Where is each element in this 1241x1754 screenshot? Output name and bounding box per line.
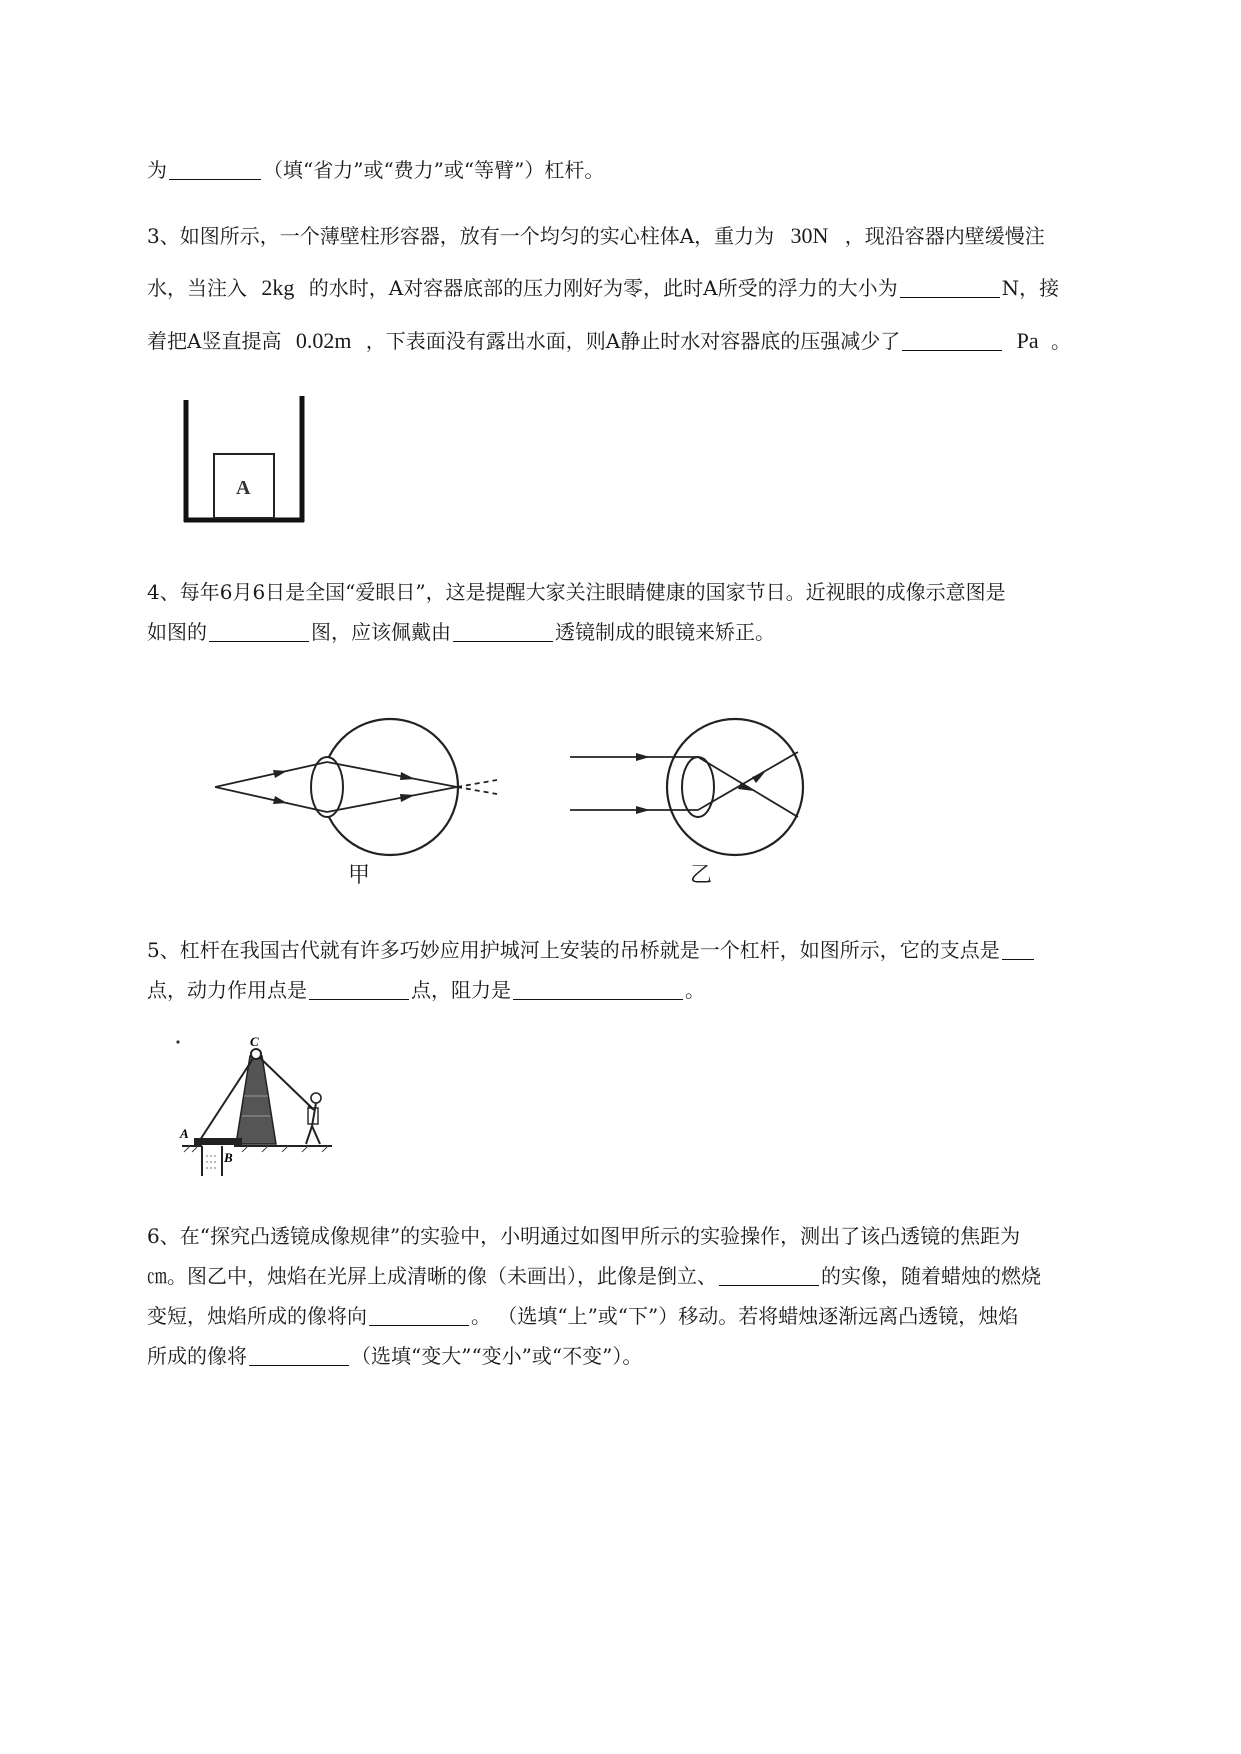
- q5-text-c: 点，阻力是: [411, 978, 511, 1002]
- q6-text-a: ㎝。图乙中，烛焰在光屏上成清晰的像（未画出），此像是倒立、: [147, 1264, 717, 1288]
- q3-height-value: 0.02m: [295, 328, 352, 353]
- arrow-icon: [636, 806, 650, 814]
- q4-text-c: 透镜制成的眼镜来矫正。: [555, 620, 775, 644]
- q6-text-b: 的实像，随着蜡烛的燃烧: [821, 1264, 1041, 1288]
- q4-blank-lens[interactable]: [453, 621, 553, 642]
- q3-text-f: 着把A竖直提高: [147, 329, 282, 353]
- q3-text-a: 3、如图所示，一个薄壁柱形容器，放有一个均匀的实心柱体A，重力为: [147, 224, 775, 248]
- q3-pressure-unit: Pa: [1016, 328, 1039, 353]
- q3-blank-buoyancy[interactable]: [900, 277, 1000, 298]
- q3-mass-value: 2kg: [261, 275, 295, 300]
- ray-upper-out: [327, 762, 457, 787]
- arrow-icon: [273, 796, 287, 804]
- q5-text-b: 点，动力作用点是: [147, 978, 307, 1002]
- arrow-icon: [273, 770, 287, 778]
- q5-text-d: 。: [685, 978, 705, 1002]
- bridge-plank: [194, 1138, 242, 1145]
- q6-blank-change[interactable]: [249, 1345, 349, 1366]
- q2-text-b: （填“省力”或“费力”或“等臂”）杠杆。: [263, 158, 605, 182]
- pulley: [251, 1049, 261, 1059]
- q6-blank-size[interactable]: [719, 1265, 819, 1286]
- moat-water: [206, 1156, 218, 1168]
- q4-text-b: 图，应该佩戴由: [311, 620, 451, 644]
- dot-mark: [176, 1040, 179, 1043]
- q3-line-3: [147, 327, 1147, 355]
- q3-text-e: N，接: [1001, 276, 1060, 300]
- q6-line-3: [147, 1302, 1147, 1330]
- q6-line-4: [147, 1342, 1147, 1370]
- container-figure: [180, 392, 315, 532]
- q3-text-b: ，现沿容器内壁缓慢注: [844, 224, 1045, 248]
- lens-right: [682, 757, 714, 817]
- q5-blank-fulcrum[interactable]: [1002, 939, 1034, 960]
- tower: [236, 1056, 276, 1144]
- q2-blank-lever[interactable]: [169, 159, 261, 180]
- q6-line-1: 6、在“探究凸透镜成像规律”的实验中，小明通过如图甲所示的实验操作，测出了该凸透镜的焦距为: [147, 1224, 1021, 1248]
- q3-blank-pressure[interactable]: [902, 330, 1002, 351]
- arrow-icon: [752, 772, 765, 783]
- q6-text-f: （选填“变大”“变小”或“不变”）。: [351, 1344, 643, 1368]
- q2-text-a: 为: [147, 158, 167, 182]
- q4-line-2: [147, 618, 1147, 646]
- eye-diagram-right: [570, 712, 840, 862]
- label-c: C: [250, 1036, 259, 1049]
- ray-dashed-upper: [457, 787, 497, 794]
- q4-blank-figure[interactable]: [209, 621, 309, 642]
- q5-text-a: 5、杠杆在我国古代就有许多巧妙应用护城河上安装的吊桥就是一个杠杆，如图所示，它的支点是: [147, 938, 1000, 962]
- block-a-label: A: [236, 477, 251, 499]
- q3-text-g: ，下表面没有露出水面，则A静止时水对容器底的压强减少了: [365, 329, 901, 353]
- q6-line-2: [147, 1262, 1147, 1290]
- q3-text-c: 水，当注入: [147, 276, 247, 300]
- arrow-icon: [636, 753, 650, 761]
- man-pulling: [306, 1093, 321, 1144]
- label-b: B: [224, 1150, 233, 1165]
- caption-yi: 乙: [690, 863, 713, 888]
- arrow-icon: [400, 772, 415, 780]
- caption-jia: 甲: [348, 863, 371, 888]
- q5-blank-effort-point[interactable]: [309, 979, 409, 1000]
- q6-text-c: 变短，烛焰所成的像将向: [147, 1304, 367, 1328]
- ray-dashed-lower: [457, 780, 497, 787]
- q6-text-e: 所成的像将: [147, 1344, 247, 1368]
- label-a: A: [180, 1126, 189, 1141]
- q5-line-1: [147, 936, 1147, 964]
- q5-line-2: [147, 976, 1147, 1004]
- q4-line-1: 4、每年6月6日是全国“爱眼日”，这是提醒大家关注眼睛健康的国家节日。近视眼的成像示意图是: [147, 580, 1006, 604]
- q6-text-d: 。 （选填“上”或“下”）移动。若将蜡烛逐渐远离凸透镜，烛焰: [471, 1304, 1019, 1328]
- q3-line-1: [147, 222, 1147, 250]
- q3-text-d: 的水时，A对容器底部的压力刚好为零，此时A所受的浮力的大小为: [308, 276, 898, 300]
- eye-diagram-left: [215, 712, 505, 862]
- q3-weight-value: 30N: [790, 223, 829, 248]
- q4-text-a: 如图的: [147, 620, 207, 644]
- q5-blank-resistance[interactable]: [513, 979, 683, 1000]
- ray-lower-out: [327, 787, 457, 812]
- q6-blank-direction[interactable]: [369, 1305, 469, 1326]
- q3-text-h: 。: [1050, 329, 1071, 353]
- drawbridge-figure: [172, 1036, 337, 1184]
- q2-line-1: [147, 156, 1147, 184]
- arrow-icon: [400, 794, 415, 802]
- lens-left: [311, 757, 343, 817]
- q3-line-2: [147, 274, 1147, 302]
